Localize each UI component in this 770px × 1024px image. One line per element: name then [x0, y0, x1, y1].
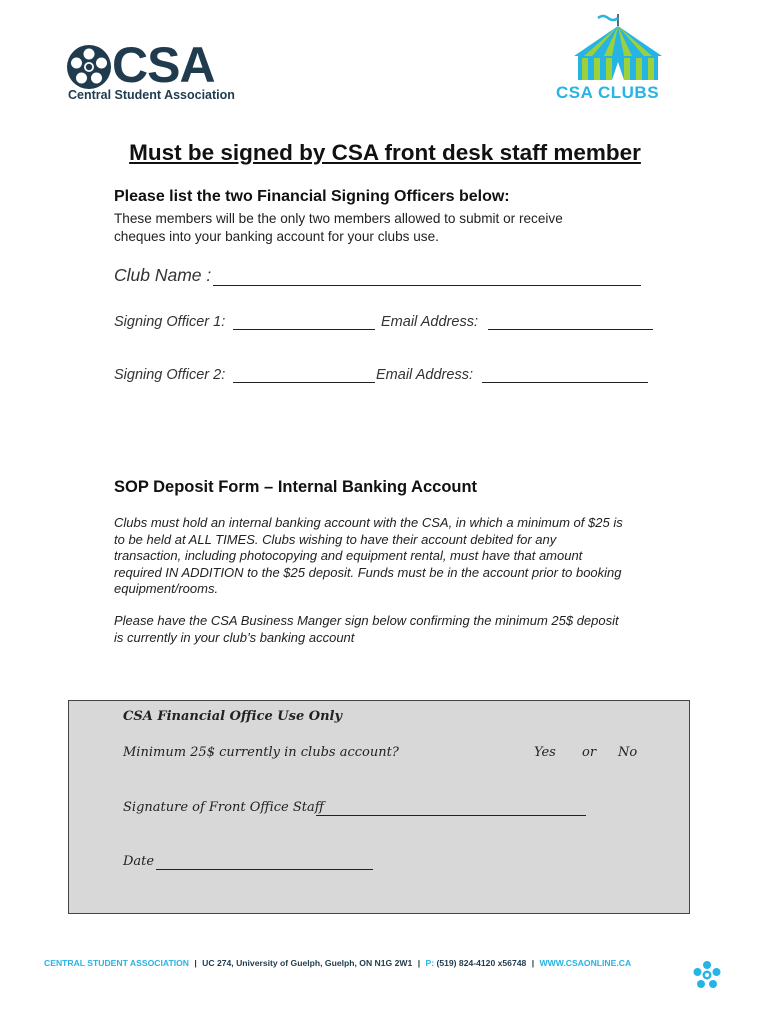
footer	[44, 958, 631, 968]
footer-separator: |	[417, 958, 421, 968]
officer2-label: Signing Officer 2:	[114, 367, 226, 383]
officer1-field[interactable]	[233, 329, 375, 330]
csa-asterisk-icon	[692, 960, 722, 990]
sop-paragraph-2	[114, 613, 674, 646]
officer1-label: Signing Officer 1:	[114, 314, 226, 330]
officers-description-line1: These members will be the only two members allowed to submit or receive	[114, 211, 563, 226]
sop-heading: SOP Deposit Form – Internal Banking Account	[114, 478, 478, 496]
officer1-email-field[interactable]	[488, 329, 653, 330]
page-title: Must be signed by CSA front desk staff member	[129, 140, 641, 165]
officer2-email-label: Email Address:	[376, 367, 473, 383]
csa-logo-word: CSA	[112, 37, 215, 93]
csa-logo-subtitle: Central Student Association	[68, 88, 235, 102]
officers-heading: Please list the two Financial Signing Officers below:	[114, 188, 510, 205]
footer-phone: (519) 824-4120 x56748	[436, 958, 527, 968]
no-option[interactable]: No	[618, 745, 638, 760]
sop-para1-line: transaction, including photocopying and equipment rental, must have that amount	[114, 548, 583, 563]
officer2-field[interactable]	[233, 382, 375, 383]
officers-description-line2: cheques into your banking account for your clubs use.	[114, 229, 439, 244]
sop-para2-line: Please have the CSA Business Manger sign below confirming the minimum 25$ deposit	[114, 613, 619, 628]
footer-org: CENTRAL STUDENT ASSOCIATION	[44, 958, 189, 968]
csa-asterisk-icon	[66, 44, 112, 90]
club-name-field[interactable]	[213, 285, 641, 286]
deposit-question: Minimum 25$ currently in clubs account?	[123, 745, 399, 760]
date-field[interactable]	[156, 869, 373, 870]
footer-separator: |	[531, 958, 535, 968]
csa-clubs-label: CSA CLUBS	[556, 83, 660, 102]
footer-website[interactable]: WWW.CSAONLINE.CA	[539, 958, 632, 968]
circus-tent-icon	[568, 12, 668, 84]
csa-clubs-logo	[554, 12, 678, 104]
signature-field[interactable]	[316, 815, 586, 816]
signature-label: Signature of Front Office Staff	[123, 800, 324, 815]
or-text: or	[582, 745, 597, 760]
office-use-box	[68, 700, 690, 914]
sop-para1-line: to be held at ALL TIMES. Clubs wishing to have their account debited for any	[114, 531, 557, 547]
date-label: Date	[123, 854, 155, 869]
sop-para1-line: Clubs must hold an internal banking account with the CSA, in which a minimum of $25 is	[114, 515, 623, 530]
csa-logo	[66, 38, 238, 106]
sop-para2-line: is currently in your club’s banking account	[114, 629, 355, 645]
sop-paragraph-1	[114, 515, 674, 598]
footer-separator: |	[194, 958, 197, 968]
yes-option[interactable]: Yes	[534, 745, 556, 760]
officer2-email-field[interactable]	[482, 382, 648, 383]
footer-address: UC 274, University of Guelph, Guelph, ON N1G 2W1	[202, 958, 413, 968]
club-name-label: Club Name :	[114, 265, 212, 285]
sop-para1-line: equipment/rooms.	[114, 581, 219, 596]
office-box-heading: CSA Financial Office Use Only	[123, 709, 343, 724]
footer-phone-label: P:	[425, 958, 435, 968]
officer1-email-label: Email Address:	[381, 314, 478, 330]
sop-para1-line: required IN ADDITION to the $25 deposit. Funds must be in the account prior to booking	[114, 564, 622, 580]
